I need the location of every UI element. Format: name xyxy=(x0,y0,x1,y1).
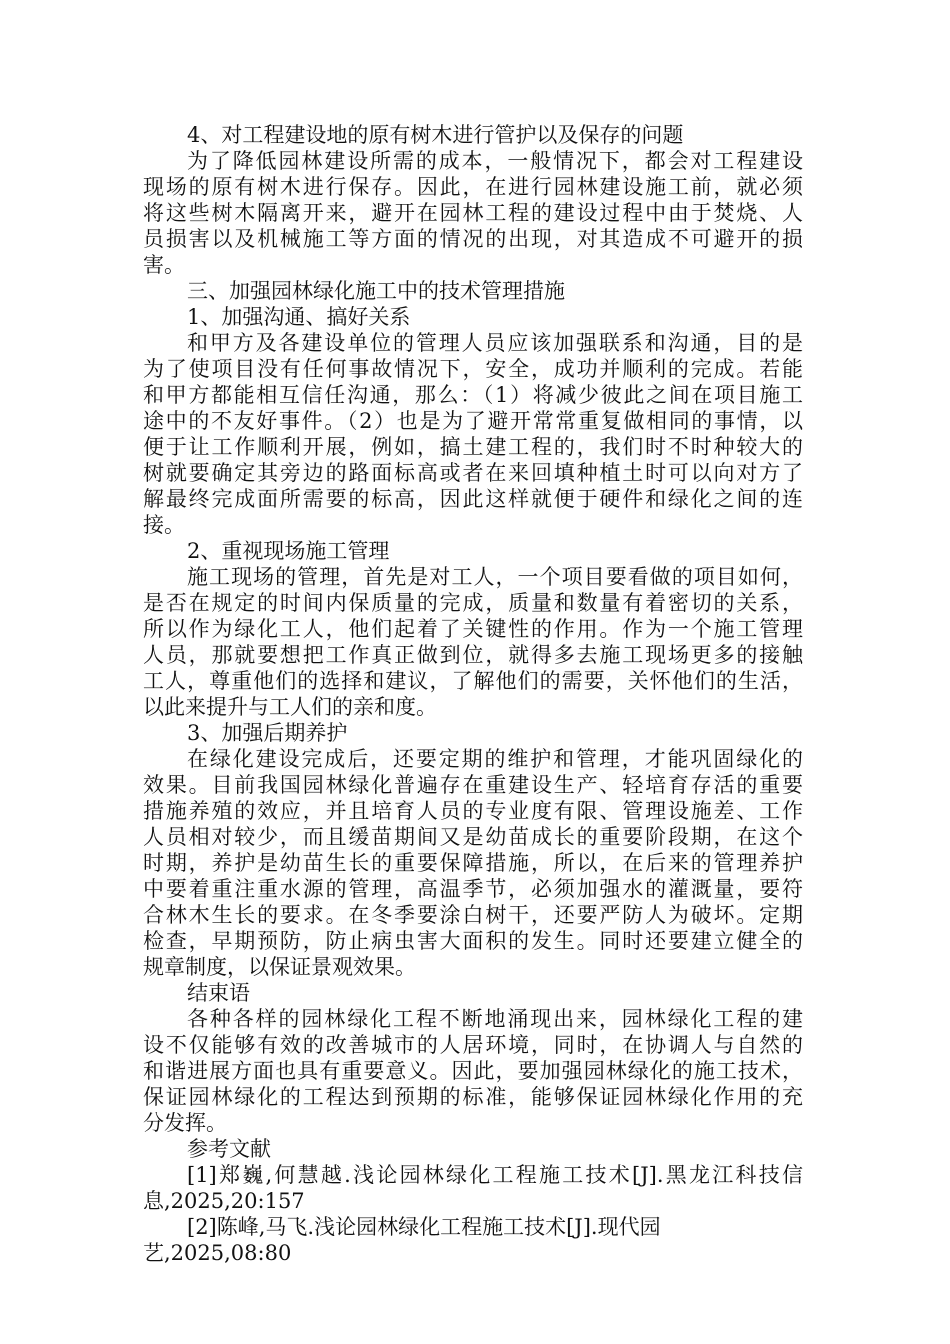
text-line: 3、加强后期养护 xyxy=(187,721,348,745)
text-line: 参考文献 xyxy=(187,1137,271,1161)
text-line: 时期，养护是幼苗生长的重要保障措施，所以，在后来的管理养护 xyxy=(143,851,803,875)
text-line: 为了降低园林建设所需的成本，一般情况下，都会对工程建设 xyxy=(187,149,803,173)
text-line: 害。 xyxy=(143,253,185,277)
text-line: 艺,2025,08:80 xyxy=(143,1241,292,1265)
text-line: 和谐进展方面也具有重要意义。因此，要加强园林绿化的施工技术， xyxy=(143,1059,803,1083)
text-line: 所以作为绿化工人，他们起着了关键性的作用。作为一个施工管理 xyxy=(143,617,803,641)
document-body xyxy=(143,122,803,1266)
text-line: 接。 xyxy=(143,513,185,537)
text-line: 规章制度，以保证景观效果。 xyxy=(143,955,416,979)
text-line: 各种各样的园林绿化工程不断地涌现出来，园林绿化工程的建 xyxy=(187,1007,803,1031)
text-line: [2]陈峰,马飞.浅论园林绿化工程施工技术[J].现代园 xyxy=(187,1215,661,1239)
text-line: 途中的不友好事件。（2）也是为了避开常常重复做相同的事情，以 xyxy=(143,409,803,433)
text-line: 为了使项目没有任何事故情况下，安全，成功并顺利的完成。若能 xyxy=(143,357,803,381)
text-line: 分发挥。 xyxy=(143,1111,227,1135)
text-line: 措施养殖的效应，并且培育人员的专业度有限、管理设施差、工作 xyxy=(143,799,803,823)
text-line: 员损害以及机械施工等方面的情况的出现，对其造成不可避开的损 xyxy=(143,227,803,251)
text-line: 现场的原有树木进行保存。因此，在进行园林建设施工前，就必须 xyxy=(143,175,803,199)
text-line: 设不仅能够有效的改善城市的人居环境，同时，在协调人与自然的 xyxy=(143,1033,803,1057)
text-line: 工人，尊重他们的选择和建议，了解他们的需要，关怀他们的生活， xyxy=(143,669,803,693)
text-line: 是否在规定的时间内保质量的完成，质量和数量有着密切的关系， xyxy=(143,591,803,615)
text-line: 施工现场的管理，首先是对工人，一个项目要看做的项目如何， xyxy=(187,565,803,589)
text-line: 合林木生长的要求。在冬季要涂白树干，还要严防人为破坏。定期 xyxy=(143,903,803,927)
text-line: [1]郑巍,何慧越.浅论园林绿化工程施工技术[J].黑龙江科技信 xyxy=(187,1163,803,1187)
text-line: 2、重视现场施工管理 xyxy=(187,539,390,563)
text-line: 将这些树木隔离开来，避开在园林工程的建设过程中由于焚烧、人 xyxy=(143,201,803,225)
text-line: 三、加强园林绿化施工中的技术管理措施 xyxy=(187,279,565,303)
text-line: 结束语 xyxy=(187,981,250,1005)
text-line: 1、加强沟通、搞好关系 xyxy=(187,305,411,329)
text-line: 息,2025,20:157 xyxy=(143,1189,305,1213)
text-line: 以此来提升与工人们的亲和度。 xyxy=(143,695,437,719)
text-line: 效果。目前我国园林绿化普遍存在重建设生产、轻培育存活的重要 xyxy=(143,773,803,797)
text-line: 保证园林绿化的工程达到预期的标准，能够保证园林绿化作用的充 xyxy=(143,1085,803,1109)
text-line: 在绿化建设完成后，还要定期的维护和管理，才能巩固绿化的 xyxy=(187,747,803,771)
text-line: 人员相对较少，而且缓苗期间又是幼苗成长的重要阶段期，在这个 xyxy=(143,825,803,849)
text-line: 检查，早期预防，防止病虫害大面积的发生。同时还要建立健全的 xyxy=(143,929,803,953)
text-line: 人员，那就要想把工作真正做到位，就得多去施工现场更多的接触 xyxy=(143,643,803,667)
text-line: 中要着重注重水源的管理，高温季节，必须加强水的灌溉量，要符 xyxy=(143,877,803,901)
text-line: 和甲方及各建设单位的管理人员应该加强联系和沟通，目的是 xyxy=(187,331,803,355)
text-line: 和甲方都能相互信任沟通，那么：（1）将减少彼此之间在项目施工 xyxy=(143,383,803,407)
text-line: 4、对工程建设地的原有树木进行管护以及保存的问题 xyxy=(187,123,684,147)
text-line: 树就要确定其旁边的路面标高或者在来回填种植土时可以向对方了 xyxy=(143,461,803,485)
text-line: 便于让工作顺利开展，例如，搞土建工程的，我们时不时种较大的 xyxy=(143,435,803,459)
text-line: 解最终完成面所需要的标高，因此这样就便于硬件和绿化之间的连 xyxy=(143,487,803,511)
